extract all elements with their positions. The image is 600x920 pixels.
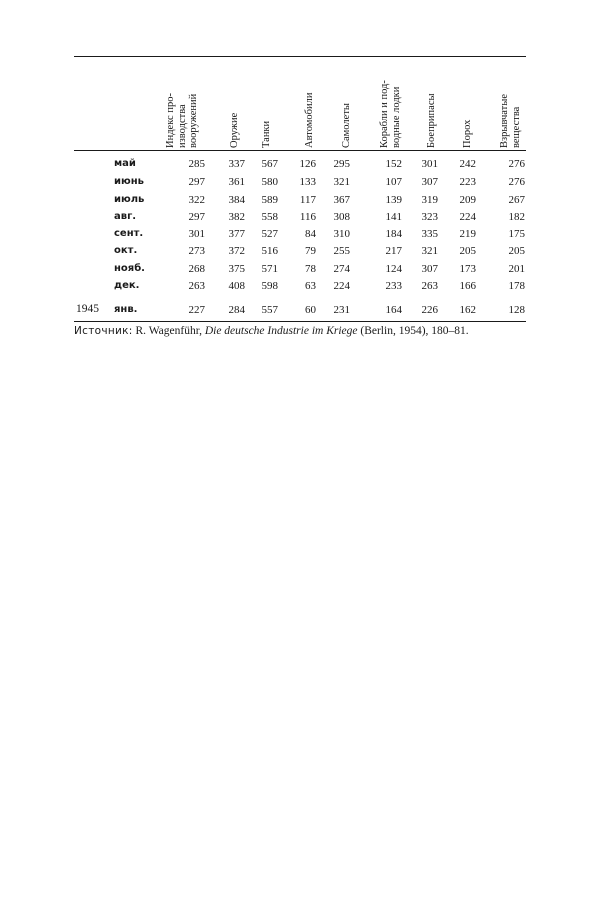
table-cell: 276 bbox=[508, 176, 525, 188]
table-cell: 201 bbox=[508, 263, 525, 275]
table-cell: 301 bbox=[188, 228, 205, 240]
source-label: Источник: bbox=[74, 325, 133, 337]
table-cell: 231 bbox=[333, 304, 350, 316]
table-cell: 335 bbox=[421, 228, 438, 240]
row-month: май bbox=[114, 158, 136, 169]
table-cell: 233 bbox=[385, 280, 402, 292]
row-month: янв. bbox=[114, 304, 138, 315]
row-month: авг. bbox=[114, 211, 137, 222]
source-author: R. Wagenführ, bbox=[135, 325, 202, 337]
table-cell: 337 bbox=[228, 158, 245, 170]
table-cell: 79 bbox=[305, 245, 316, 257]
table-cell: 323 bbox=[421, 211, 438, 223]
table-cell: 571 bbox=[261, 263, 278, 275]
table-cell: 274 bbox=[333, 263, 350, 275]
column-header-line: Самолеты bbox=[340, 103, 352, 148]
table-cell: 227 bbox=[188, 304, 205, 316]
table-cell: 128 bbox=[508, 304, 525, 316]
table-cell: 205 bbox=[508, 245, 525, 257]
row-month: нояб. bbox=[114, 263, 145, 274]
table-cell: 295 bbox=[333, 158, 350, 170]
column-header-line: Порох bbox=[461, 119, 473, 148]
table-top-rule bbox=[74, 56, 526, 57]
table-cell: 384 bbox=[228, 194, 245, 206]
table-cell: 263 bbox=[421, 280, 438, 292]
source-note bbox=[74, 325, 469, 337]
table-cell: 63 bbox=[305, 280, 316, 292]
table-cell: 527 bbox=[261, 228, 278, 240]
table-cell: 319 bbox=[421, 194, 438, 206]
table-cell: 263 bbox=[188, 280, 205, 292]
table-cell: 382 bbox=[228, 211, 245, 223]
table-cell: 226 bbox=[421, 304, 438, 316]
row-month: дек. bbox=[114, 280, 140, 291]
table-cell: 141 bbox=[385, 211, 402, 223]
table-cell: 209 bbox=[459, 194, 476, 206]
column-header-line: изводства bbox=[176, 104, 187, 148]
column-header-line: Танки bbox=[260, 120, 272, 148]
table-cell: 308 bbox=[333, 211, 350, 223]
table-cell: 361 bbox=[228, 176, 245, 188]
table-cell: 139 bbox=[385, 194, 402, 206]
table-cell: 310 bbox=[333, 228, 350, 240]
table-cell: 285 bbox=[188, 158, 205, 170]
table-cell: 307 bbox=[421, 176, 438, 188]
column-header-line: Индекс про- bbox=[164, 93, 176, 148]
table-cell: 375 bbox=[228, 263, 245, 275]
table-cell: 297 bbox=[188, 176, 205, 188]
row-month: окт. bbox=[114, 245, 138, 256]
table-cell: 223 bbox=[459, 176, 476, 188]
column-header-line: Взрывчатые bbox=[499, 94, 510, 148]
table-cell: 321 bbox=[333, 176, 350, 188]
table-cell: 580 bbox=[261, 176, 278, 188]
table-cell: 219 bbox=[459, 228, 476, 240]
table-cell: 224 bbox=[333, 280, 350, 292]
column-header-line: Боеприпасы bbox=[425, 93, 437, 148]
table-cell: 60 bbox=[305, 304, 316, 316]
table-cell: 126 bbox=[299, 158, 316, 170]
table-cell: 117 bbox=[299, 194, 316, 206]
table-cell: 116 bbox=[299, 211, 316, 223]
table-cell: 182 bbox=[508, 211, 525, 223]
table-cell: 184 bbox=[385, 228, 402, 240]
table-cell: 124 bbox=[385, 263, 402, 275]
table-cell: 297 bbox=[188, 211, 205, 223]
table-cell: 372 bbox=[228, 245, 245, 257]
table-cell: 322 bbox=[188, 194, 205, 206]
table-cell: 284 bbox=[228, 304, 245, 316]
table-cell: 255 bbox=[333, 245, 350, 257]
column-header-line: Автомобили bbox=[303, 92, 315, 148]
table-cell: 557 bbox=[261, 304, 278, 316]
row-month: июль bbox=[114, 194, 145, 205]
table-cell: 84 bbox=[305, 228, 316, 240]
table-cell: 224 bbox=[459, 211, 476, 223]
column-header-line: Оружие bbox=[228, 112, 240, 148]
table-cell: 175 bbox=[508, 228, 525, 240]
table-cell: 377 bbox=[228, 228, 245, 240]
table-cell: 166 bbox=[459, 280, 476, 292]
table-cell: 598 bbox=[261, 280, 278, 292]
table-cell: 162 bbox=[459, 304, 476, 316]
column-header-line: вещества bbox=[510, 106, 522, 148]
table-cell: 205 bbox=[459, 245, 476, 257]
table-cell: 217 bbox=[385, 245, 402, 257]
column-header-line: Корабли и под- bbox=[379, 80, 390, 148]
table-cell: 567 bbox=[261, 158, 278, 170]
table-cell: 307 bbox=[421, 263, 438, 275]
table-cell: 78 bbox=[305, 263, 316, 275]
header-bottom-rule bbox=[74, 150, 526, 151]
table-cell: 276 bbox=[508, 158, 525, 170]
table-cell: 558 bbox=[261, 211, 278, 223]
source-title: Die deutsche Industrie im Kriege bbox=[204, 325, 358, 337]
table-cell: 589 bbox=[261, 194, 278, 206]
row-month: июнь bbox=[114, 176, 144, 187]
table-cell: 164 bbox=[385, 304, 402, 316]
table-cell: 133 bbox=[299, 176, 316, 188]
table-cell: 267 bbox=[508, 194, 525, 206]
table-cell: 367 bbox=[333, 194, 350, 206]
table-cell: 301 bbox=[421, 158, 438, 170]
table-cell: 516 bbox=[261, 245, 278, 257]
table-cell: 268 bbox=[188, 263, 205, 275]
table-bottom-rule bbox=[74, 321, 526, 322]
table-cell: 152 bbox=[385, 158, 402, 170]
table-cell: 242 bbox=[459, 158, 476, 170]
table-cell: 178 bbox=[508, 280, 525, 292]
table-cell: 408 bbox=[228, 280, 245, 292]
table-cell: 107 bbox=[385, 176, 402, 188]
row-year: 1945 bbox=[76, 303, 99, 315]
row-month: сент. bbox=[114, 228, 144, 239]
table-cell: 173 bbox=[459, 263, 476, 275]
column-header-line: водные лодки bbox=[390, 86, 402, 148]
table-cell: 321 bbox=[421, 245, 438, 257]
table-cell: 273 bbox=[188, 245, 205, 257]
source-details: (Berlin, 1954), 180–81. bbox=[360, 325, 469, 337]
column-header-line: вооружений bbox=[187, 93, 199, 148]
